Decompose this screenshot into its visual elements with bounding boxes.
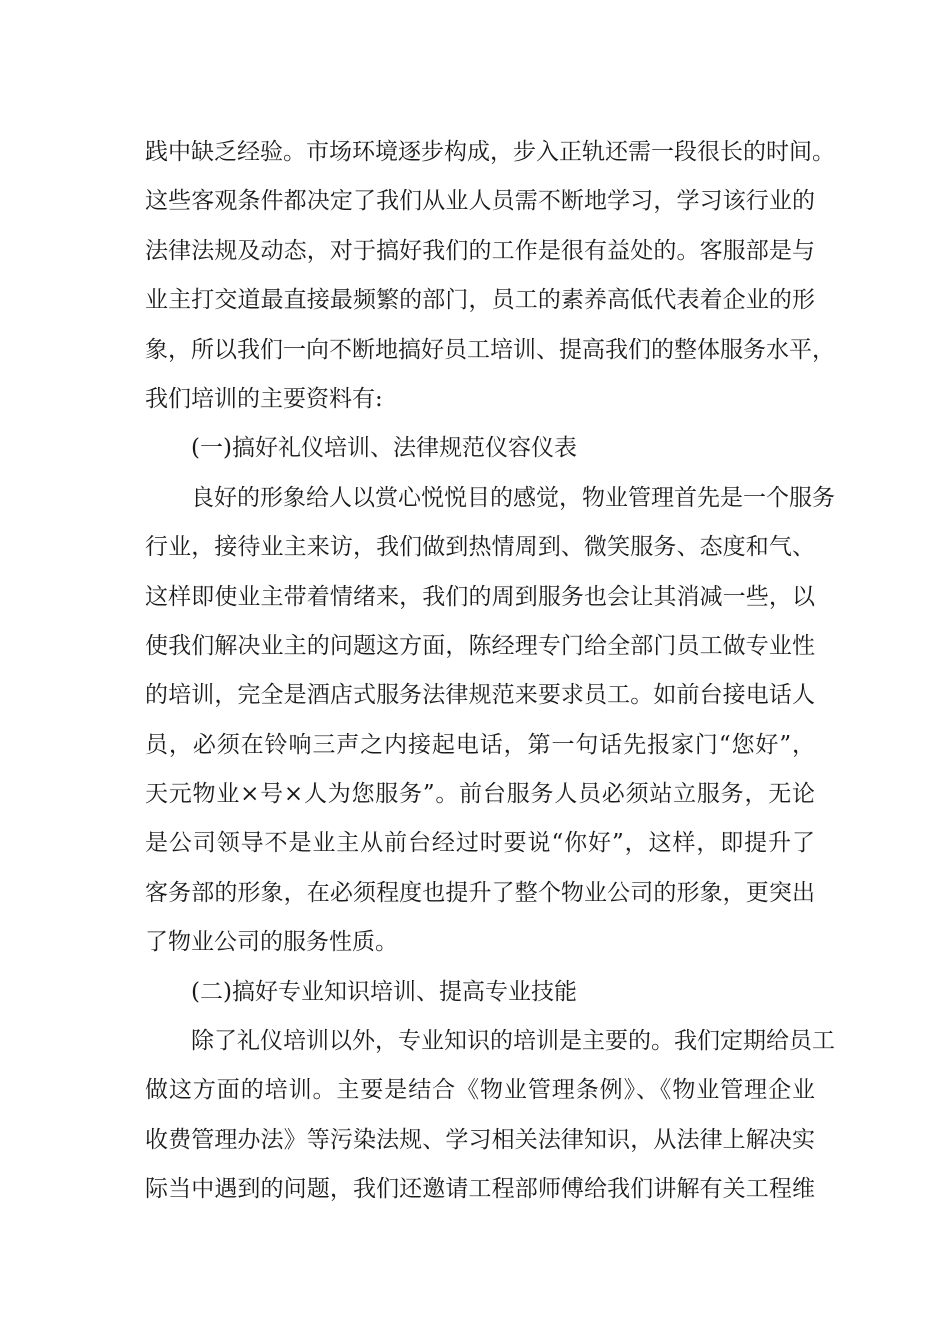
text-line: 良好的形象给人以赏心悦悦目的感觉，物业管理首先是一个服务 [191,484,835,511]
text-line: 员，必须在铃响三声之内接起电话，第一句话先报家门“您好”， [145,731,815,758]
text-line: 践中缺乏经验。市场环境逐步构成，步入正轨还需一段很长的时间。 [145,139,835,165]
text-line: 客务部的形象，在必须程度也提升了整个物业公司的形象，更突出 [145,879,815,906]
text-line: 行业，接待业主来访，我们做到热情周到、微笑服务、态度和气、 [145,534,815,561]
text-line: 这样即使业主带着情绪来，我们的周到服务也会让其消减一些，以 [145,583,815,610]
text-line: 象，所以我们一向不断地搞好员工培训、提高我们的整体服务水平， [145,336,835,363]
text-line: 除了礼仪培训以外，专业知识的培训是主要的。我们定期给员工 [191,1028,835,1055]
text-line: 我们培训的主要资料有: [145,385,383,412]
text-line: 做这方面的培训。主要是结合《物业管理条例》、《物业管理企业 [145,1077,815,1104]
text-line: 业主打交道最直接最频繁的部门，员工的素养高低代表着企业的形 [145,287,815,314]
text-line: 这些客观条件都决定了我们从业人员需不断地学习，学习该行业的 [145,188,815,215]
text-line: 天元物业×号×人为您服务”。前台服务人员必须站立服务，无论 [145,781,815,808]
text-line: 了物业公司的服务性质。 [145,929,398,956]
text-line: 际当中遇到的问题，我们还邀请工程部师傅给我们讲解有关工程维 [145,1176,815,1203]
text-line: 使我们解决业主的问题这方面，陈经理专门给全部门员工做专业性 [145,632,815,659]
section-heading: (一)搞好礼仪培训、法律规范仪容仪表 [191,435,577,462]
text-line: 是公司领导不是业主从前台经过时要说“你好”，这样，即提升了 [145,830,815,857]
text-line: 收费管理办法》等污染法规、学习相关法律知识，从法律上解决实 [145,1126,815,1153]
text-line: 法律法规及动态，对于搞好我们的工作是很有益处的。客服部是与 [145,237,815,264]
text-line: 的培训，完全是酒店式服务法律规范来要求员工。如前台接电话人 [145,682,815,709]
body-text [145,128,835,1215]
section-heading: (二)搞好专业知识培训、提高专业技能 [191,978,577,1005]
